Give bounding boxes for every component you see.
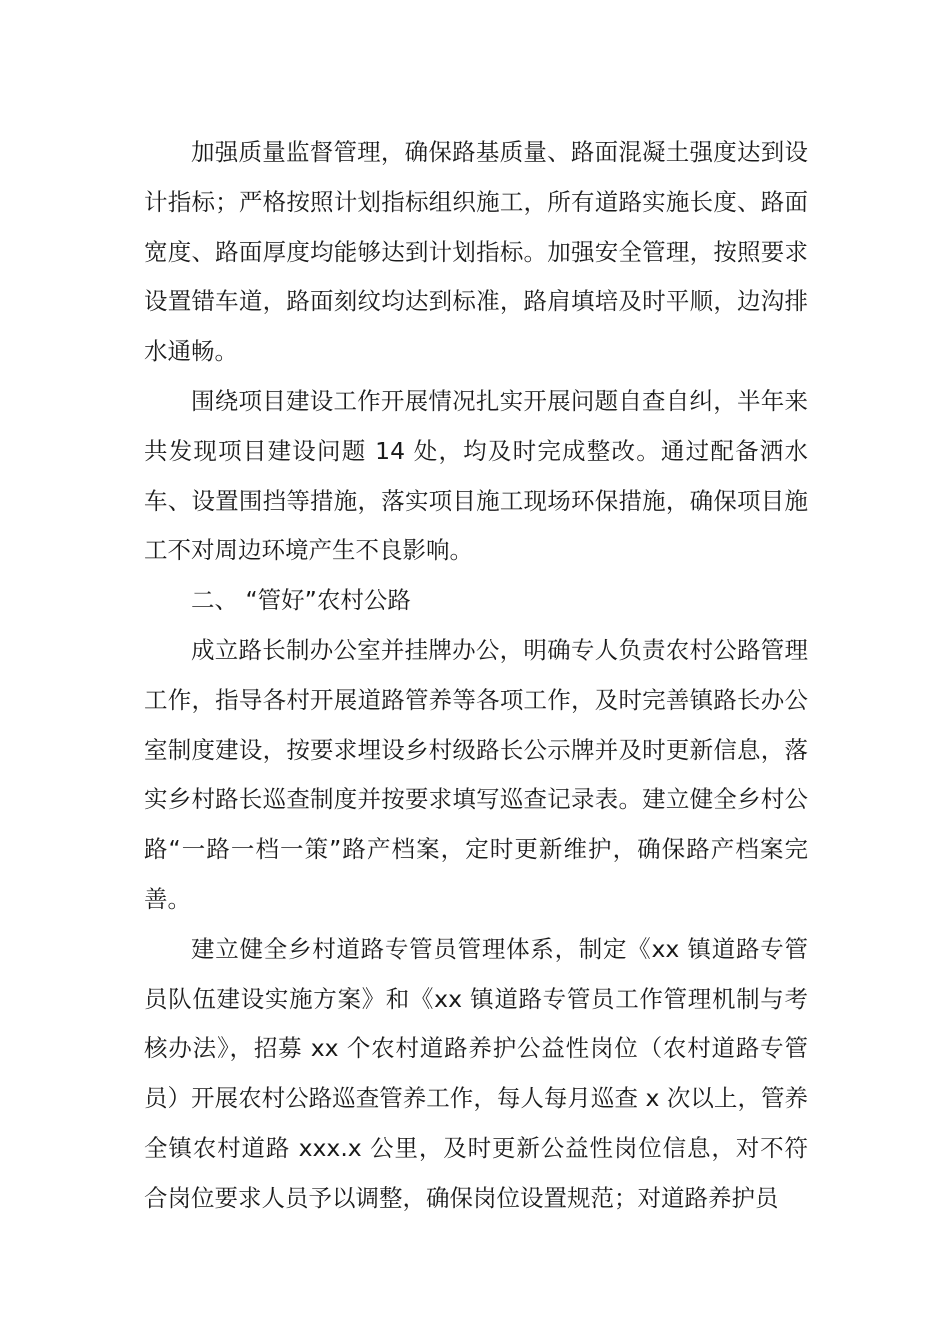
paragraph-road-staff-system: 建立健全乡村道路专管员管理体系，制定《xx 镇道路专管员队伍建设实施方案》和《xx 镇道路专管员工作管理机制与考核办法》，招募 xx 个农村道路养护公益性岗位（农村道路专管员）开展农村公路巡查管养工作，每人每月巡查 x 次以上，管养全镇农村道路 xxx.x 公里，及时更新公益性岗位信息，对不符合岗位要求人员予以调整，确保岗位设置规范；对道路养护员 bbox=[144, 934, 808, 1212]
document-body bbox=[144, 128, 808, 1224]
paragraph-road-chief-office: 成立路长制办公室并挂牌办公，明确专人负责农村公路管理工作，指导各村开展道路管养等各项工作，及时完善镇路长办公室制度建设，按要求埋设乡村级路长公示牌并及时更新信息，落实乡村路长巡查制度并按要求填写巡查记录表。建立健全乡村公路“一路一档一策”路产档案，定时更新维护，确保路产档案完善。 bbox=[144, 635, 808, 913]
paragraph-quality-management: 加强质量监督管理，确保路基质量、路面混凝土强度达到设计指标；严格按照计划指标组织施工，所有道路实施长度、路面宽度、路面厚度均能够达到计划指标。加强安全管理，按照要求设置错车道，路面刻纹均达到标准，路肩填培及时平顺，边沟排水通畅。 bbox=[144, 138, 808, 366]
paragraph-self-inspection: 围绕项目建设工作开展情况扎实开展问题自查自纠，半年来共发现项目建设问题 14 处，均及时完成整改。通过配备洒水车、设置围挡等措施，落实项目施工现场环保措施，确保项目施工不对周边环境产生不良影响。 bbox=[144, 386, 808, 565]
section-heading: 二、 “管好”农村公路 bbox=[191, 586, 411, 615]
